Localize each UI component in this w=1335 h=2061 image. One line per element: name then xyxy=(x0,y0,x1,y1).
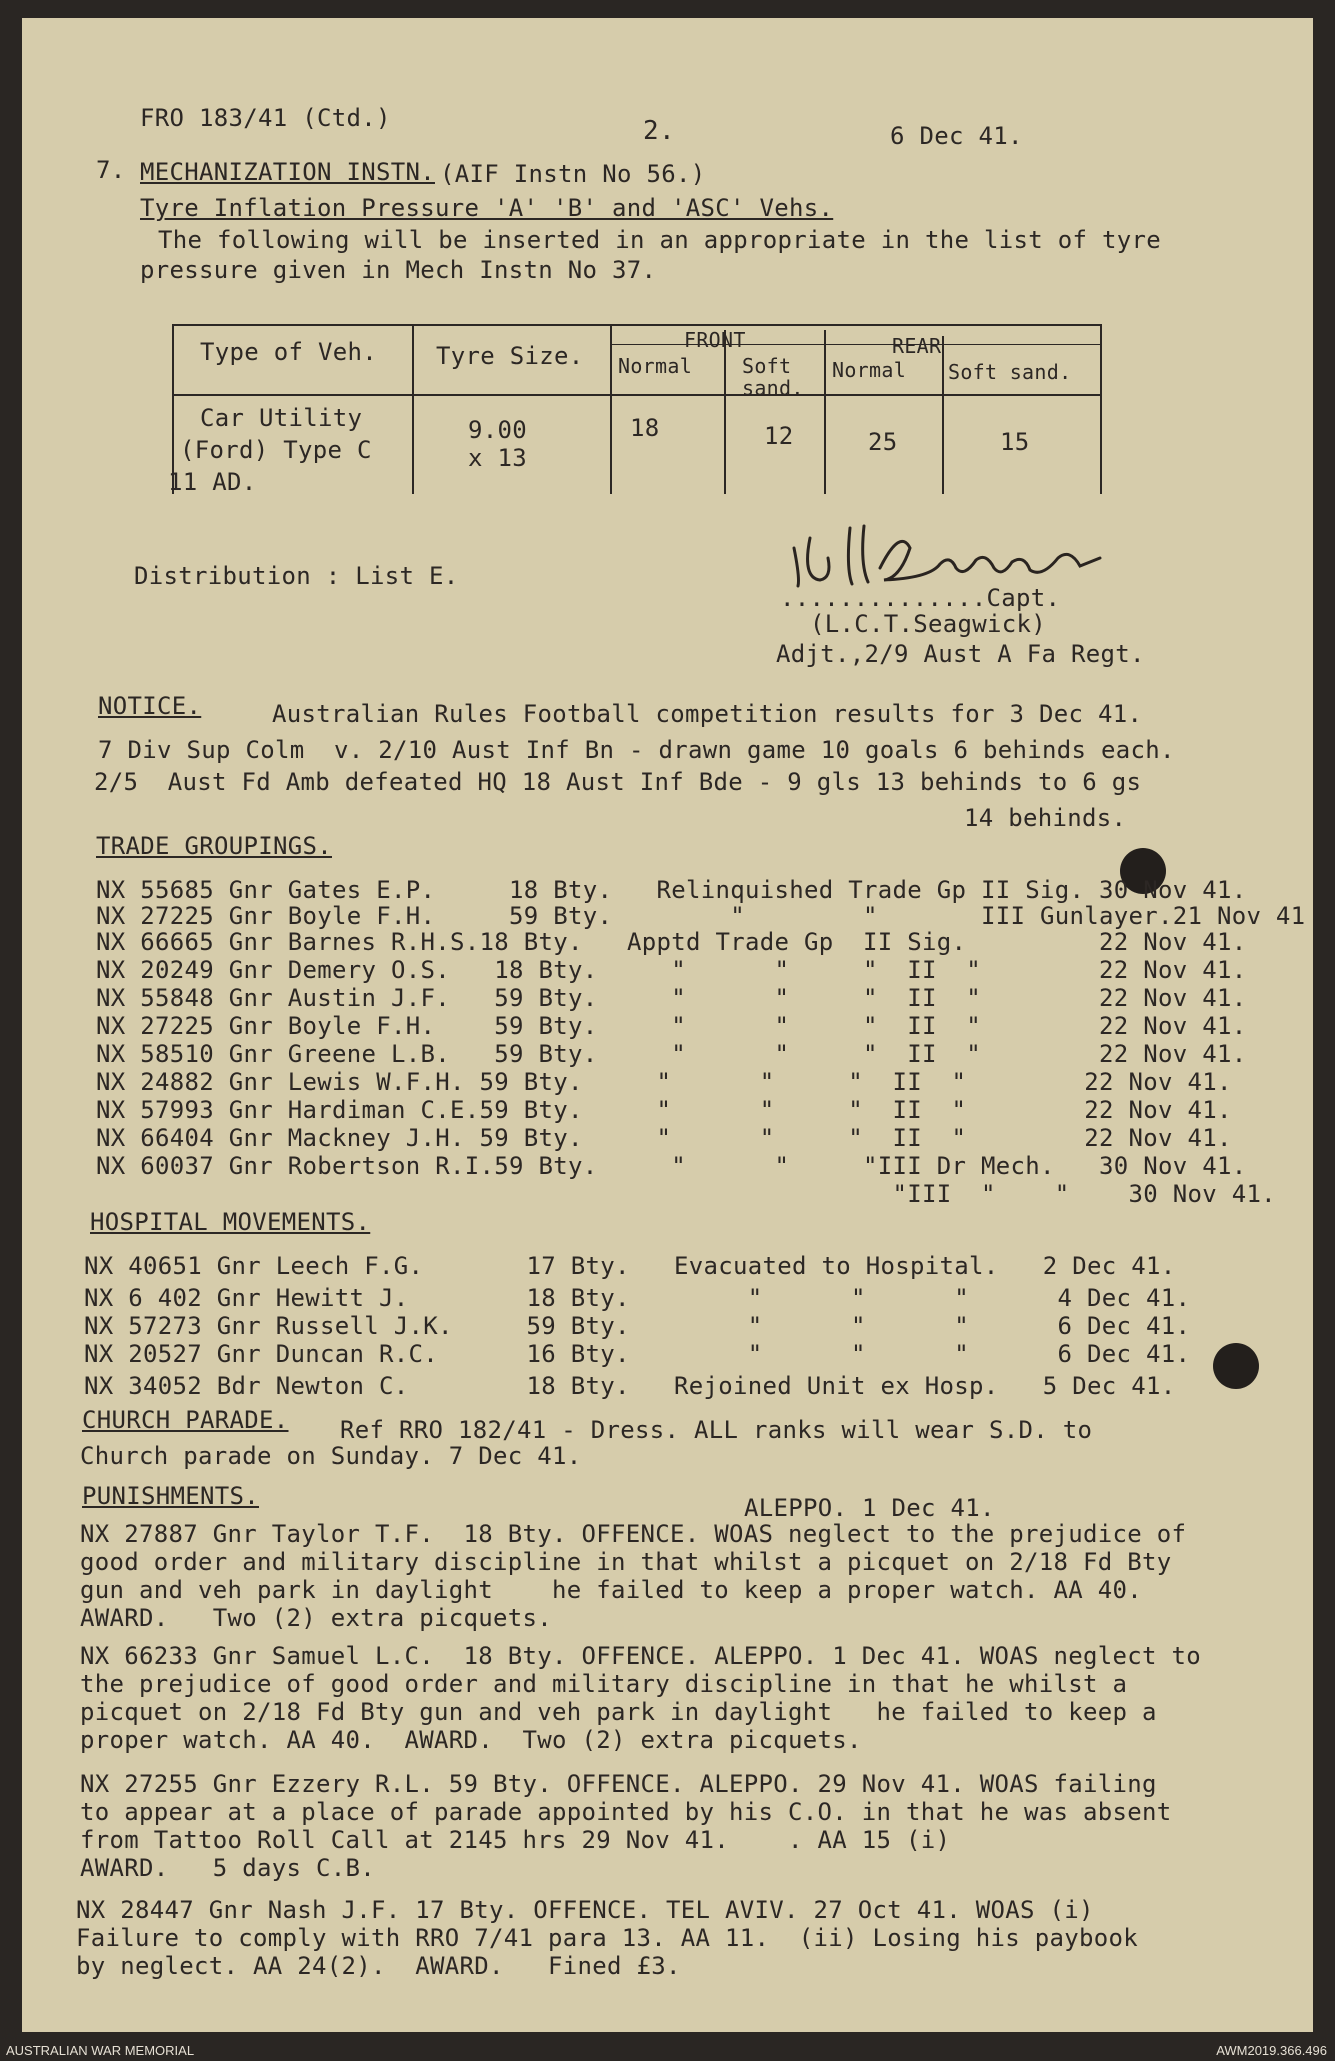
list-item: NX 20249 Gnr Demery O.S. 18 Bty. " " " II " 22 Nov 41. xyxy=(96,956,1247,984)
list-item: NX 57273 Gnr Russell J.K. 59 Bty. " " " 6 Dec 41. xyxy=(84,1312,1191,1340)
notice-line-3: 2/5 Aust Fd Amb defeated HQ 18 Aust Inf Bde - 9 gls 13 behinds to 6 gs xyxy=(94,768,1142,796)
list-item: NX 40651 Gnr Leech F.G. 17 Bty. Evacuated to Hospital. 2 Dec 41. xyxy=(84,1252,1176,1280)
text-line: NX 27255 Gnr Ezzery R.L. 59 Bty. OFFENCE. ALEPPO. 29 Nov 41. WOAS failing xyxy=(80,1770,1157,1798)
col-header-front-soft: Soft xyxy=(742,354,792,378)
mech-body-line-1: The following will be inserted in an appropriate in the list of tyre xyxy=(158,226,1161,254)
distribution: Distribution : List E. xyxy=(134,562,459,590)
list-item: NX 66665 Gnr Barnes R.H.S.18 Bty. Apptd Trade Gp II Sig. 22 Nov 41. xyxy=(96,928,1247,956)
church-label: CHURCH PARADE. xyxy=(82,1406,289,1434)
text-line: to appear at a place of parade appointed by his C.O. in that he was absent xyxy=(80,1798,1172,1826)
notice-line-4: 14 behinds. xyxy=(964,804,1127,832)
notice-label: NOTICE. xyxy=(98,692,202,720)
text-line: AWARD. 5 days C.B. xyxy=(80,1854,375,1882)
cell-front-soft: 12 xyxy=(764,422,794,450)
list-item: NX 24882 Gnr Lewis W.F.H. 59 Bty. " " " II " 22 Nov 41. xyxy=(96,1068,1232,1096)
text-line: NX 28447 Gnr Nash J.F. 17 Bty. OFFENCE. TEL AVIV. 27 Oct 41. WOAS (i) xyxy=(76,1896,1094,1924)
trade-heading: TRADE GROUPINGS. xyxy=(96,832,332,860)
col-header-rear-normal: Normal xyxy=(832,358,907,382)
text-line: NX 66233 Gnr Samuel L.C. 18 Bty. OFFENCE. ALEPPO. 1 Dec 41. WOAS neglect to xyxy=(80,1642,1201,1670)
footer-institution: AUSTRALIAN WAR MEMORIAL xyxy=(6,2043,195,2058)
footer-accession: AWM2019.366.496 xyxy=(1216,2043,1327,2058)
col-header-size: Tyre Size. xyxy=(436,342,584,370)
signature-role: Adjt.,2/9 Aust A Fa Regt. xyxy=(776,640,1145,668)
col-header-front-soft-2: sand. xyxy=(742,376,804,400)
list-item: "III " " 30 Nov 41. xyxy=(96,1180,1276,1208)
text-line: the prejudice of good order and military discipline in that he whilst a xyxy=(80,1670,1128,1698)
list-item: NX 66404 Gnr Mackney J.H. 59 Bty. " " " II " 22 Nov 41. xyxy=(96,1124,1232,1152)
cell-rear-soft: 15 xyxy=(1000,428,1030,456)
header-date: 6 Dec 41. xyxy=(890,122,1023,150)
church-line-1: Ref RRO 182/41 - Dress. ALL ranks will wear S.D. to xyxy=(340,1416,1093,1444)
text-line: proper watch. AA 40. AWARD. Two (2) extra picquets. xyxy=(80,1726,862,1754)
col-header-front-normal: Normal xyxy=(618,354,693,378)
mech-subtitle: Tyre Inflation Pressure 'A' 'B' and 'ASC' Vehs. xyxy=(140,194,834,222)
text-line: from Tattoo Roll Call at 2145 hrs 29 Nov 41. . AA 15 (i) xyxy=(80,1826,951,1854)
list-item: NX 27225 Gnr Boyle F.H. 59 Bty. " " III Gunlayer.21 Nov 41 xyxy=(96,902,1306,930)
cell-type-line-3: 11 AD. xyxy=(168,468,257,496)
text-line: picquet on 2/18 Fd Bty gun and veh park in daylight he failed to keep a xyxy=(80,1698,1157,1726)
notice-line-2: 7 Div Sup Colm v. 2/10 Aust Inf Bn - drawn game 10 goals 6 behinds each. xyxy=(98,736,1175,764)
mech-body-line-2: pressure given in Mech Instn No 37. xyxy=(140,256,657,284)
text-line: good order and military discipline in that whilst a picquet on 2/18 Fd Bty xyxy=(80,1548,1172,1576)
list-item: NX 55685 Gnr Gates E.P. 18 Bty. Relinquished Trade Gp II Sig. 30 Nov 41. xyxy=(96,876,1247,904)
church-line-2: Church parade on Sunday. 7 Dec 41. xyxy=(80,1442,582,1470)
punishments-heading: PUNISHMENTS. xyxy=(82,1482,259,1510)
page-number: 2. xyxy=(643,116,675,146)
cell-rear-normal: 25 xyxy=(868,428,898,456)
list-item: NX 60037 Gnr Robertson R.I.59 Bty. " " "III Dr Mech. 30 Nov 41. xyxy=(96,1152,1247,1180)
list-item: NX 20527 Gnr Duncan R.C. 16 Bty. " " " 6 Dec 41. xyxy=(84,1340,1191,1368)
text-line: NX 27887 Gnr Taylor T.F. 18 Bty. OFFENCE. WOAS neglect to the prejudice of xyxy=(80,1520,1187,1548)
list-item: NX 27225 Gnr Boyle F.H. 59 Bty. " " " II " 22 Nov 41. xyxy=(96,1012,1247,1040)
section-number: 7. xyxy=(96,156,126,184)
col-header-rear-soft: Soft sand. xyxy=(948,360,1072,384)
list-item: NX 34052 Bdr Newton C. 18 Bty. Rejoined Unit ex Hosp. 5 Dec 41. xyxy=(84,1372,1176,1400)
col-header-rear: REAR xyxy=(892,334,942,358)
cell-size-line-2: x 13 xyxy=(468,444,527,472)
text-line: by neglect. AA 24(2). AWARD. Fined £3. xyxy=(76,1952,681,1980)
col-header-type: Type of Veh. xyxy=(200,338,377,366)
list-item: NX 6 402 Gnr Hewitt J. 18 Bty. " " " 4 Dec 41. xyxy=(84,1284,1191,1312)
hospital-heading: HOSPITAL MOVEMENTS. xyxy=(90,1208,371,1236)
signature-dots: ..............Capt. xyxy=(780,584,1061,612)
cell-type-line-2: (Ford) Type C xyxy=(180,436,372,464)
mech-instn: (AIF Instn No 56.) xyxy=(440,160,706,188)
text-line: Failure to comply with RRO 7/41 para 13. AA 11. (ii) Losing his paybook xyxy=(76,1924,1138,1952)
cell-type-line-1: Car Utility xyxy=(200,404,363,432)
text-line: AWARD. Two (2) extra picquets. xyxy=(80,1604,552,1632)
punch-hole-bottom xyxy=(1213,1343,1259,1389)
punishment-1-place: ALEPPO. 1 Dec 41. xyxy=(744,1494,995,1522)
header-ref: FRO 183/41 (Ctd.) xyxy=(140,104,391,132)
text-line: gun and veh park in daylight he failed to keep a proper watch. AA 40. xyxy=(80,1576,1142,1604)
mech-title: MECHANIZATION INSTN. xyxy=(140,158,435,186)
cell-front-normal: 18 xyxy=(630,414,660,442)
signature-name: (L.C.T.Seagwick) xyxy=(810,610,1046,638)
list-item: NX 58510 Gnr Greene L.B. 59 Bty. " " " II " 22 Nov 41. xyxy=(96,1040,1247,1068)
list-item: NX 55848 Gnr Austin J.F. 59 Bty. " " " II " 22 Nov 41. xyxy=(96,984,1247,1012)
list-item: NX 57993 Gnr Hardiman C.E.59 Bty. " " " II " 22 Nov 41. xyxy=(96,1096,1232,1124)
notice-line-1: Australian Rules Football competition results for 3 Dec 41. xyxy=(272,700,1143,728)
cell-size-line-1: 9.00 xyxy=(468,416,527,444)
col-header-front: FRONT xyxy=(684,328,746,352)
